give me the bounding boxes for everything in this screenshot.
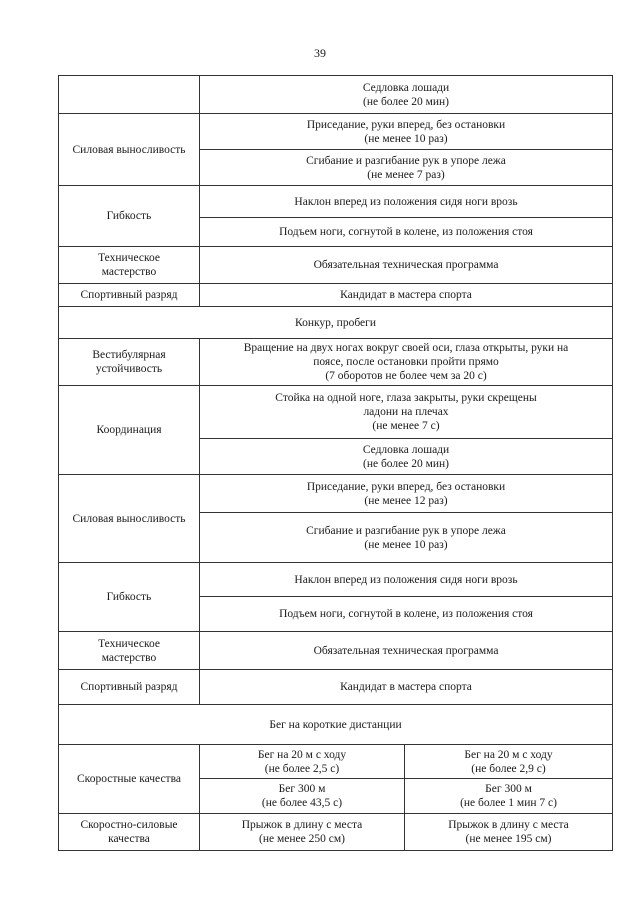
test-cell-line: Обязательная техническая программа [313, 259, 499, 271]
quality-label-line: мастерство [101, 266, 157, 278]
test-cell-line: Наклон вперед из положения сидя ноги врозь [294, 195, 518, 208]
test-cell-male [200, 779, 405, 814]
test-cell [200, 114, 613, 150]
test-cell-male-line: (не более 2,5 с) [264, 762, 340, 775]
section-row [59, 705, 613, 745]
quality-label-line: Спортивный разряд [80, 289, 178, 301]
table-row [59, 114, 613, 150]
test-cell-female-line: (не более 2,9 с) [471, 762, 546, 775]
quality-label-line: качества [108, 833, 150, 845]
table-row [59, 563, 613, 597]
test-cell-female [405, 779, 613, 814]
test-cell-line: поясе, после остановки пройти прямо [313, 356, 499, 368]
test-cell-line: (не менее 7 раз) [367, 168, 445, 181]
quality-label-line: Силовая выносливость [72, 512, 186, 525]
table-row [59, 670, 613, 705]
test-cell-line: (не менее 10 раз) [364, 538, 448, 551]
test-cell-female-line: Бег 300 м [485, 783, 532, 795]
section-row [59, 307, 613, 339]
quality-label-line: Вестибулярная [92, 349, 166, 361]
table-row [59, 814, 613, 851]
section-title: Бег на короткие дистанции [59, 705, 613, 745]
test-cell [200, 632, 613, 670]
quality-label-line: Координация [96, 424, 162, 436]
test-cell-line: (не менее 12 раз) [364, 494, 448, 507]
test-cell-line: Обязательная техническая программа [313, 644, 499, 657]
test-cell-line: Приседание, руки вперед, без остановки [306, 480, 506, 493]
test-cell [200, 218, 613, 247]
test-cell [200, 284, 613, 307]
test-cell-male [200, 745, 405, 779]
quality-label-line: Гибкость [106, 210, 152, 222]
test-cell-male-line: Бег на 20 м с ходу [257, 748, 347, 761]
test-cell-line: Сгибание и разгибание рук в упоре лежа [306, 524, 506, 537]
test-cell-line: Подъем ноги, согнутой в колене, из положения стоя [279, 226, 533, 238]
test-cell [200, 670, 613, 705]
quality-label-line: устойчивость [95, 363, 163, 375]
test-cell-line: (7 оборотов не более чем за 20 с) [325, 370, 487, 382]
test-cell [200, 76, 613, 114]
test-cell-line: (не менее 10 раз) [364, 132, 448, 145]
quality-label [59, 563, 200, 632]
test-cell-female [405, 745, 613, 779]
quality-label-line: Скоростные качества [77, 773, 181, 785]
table-row [59, 632, 613, 670]
test-cell-female [405, 814, 613, 851]
quality-label [59, 339, 200, 386]
test-cell-male-line: (не более 43,5 с) [261, 797, 343, 809]
quality-label [59, 284, 200, 307]
test-cell-female-line: (не менее 195 см) [465, 833, 552, 845]
test-cell-line: Седловка лошади [362, 81, 450, 94]
test-cell [200, 475, 613, 513]
quality-label-line: Силовая выносливость [72, 143, 186, 156]
section-title: Конкур, пробеги [59, 307, 613, 339]
quality-label [59, 745, 200, 814]
test-cell [200, 563, 613, 597]
table-row [59, 475, 613, 513]
quality-label [59, 475, 200, 563]
test-cell-line: (не более 20 мин) [362, 457, 450, 470]
test-cell [200, 386, 613, 439]
quality-label [59, 814, 200, 851]
test-cell-male-line: (не менее 250 см) [259, 833, 345, 845]
quality-label-line: Гибкость [106, 591, 152, 603]
quality-label [59, 76, 200, 114]
test-cell-female-line: Бег на 20 м с ходу [464, 748, 553, 761]
test-cell-line: Подъем ноги, согнутой в колене, из положения стоя [279, 608, 533, 620]
test-cell-male-line: Бег 300 м [278, 783, 326, 795]
table-row [59, 186, 613, 218]
test-cell-line: ладони на плечах [363, 406, 449, 418]
test-cell-line: Кандидат в мастера спорта [340, 681, 472, 693]
table-row [59, 76, 613, 114]
quality-label-line: Техническое [98, 637, 160, 650]
quality-label [59, 247, 200, 284]
table-row [59, 745, 613, 779]
test-cell-male-line: Прыжок в длину с места [241, 819, 363, 831]
test-cell-line: Стойка на одной ноге, глаза закрыты, руки скрещены [275, 392, 537, 404]
test-cell-female-line: (не более 1 мин 7 с) [460, 797, 557, 809]
table-row [59, 386, 613, 439]
test-cell-line: (не более 20 мин) [362, 95, 450, 108]
test-cell-line: Наклон вперед из положения сидя ноги врозь [294, 573, 518, 586]
quality-label-line: Техническое [98, 252, 160, 264]
test-cell [200, 339, 613, 386]
test-cell-line: Приседание, руки вперед, без остановки [306, 118, 506, 131]
norms-table [58, 75, 613, 851]
quality-label-line: Скоростно-силовые [80, 819, 178, 831]
quality-label [59, 632, 200, 670]
quality-label [59, 114, 200, 186]
table-row [59, 247, 613, 284]
test-cell-line: (не менее 7 с) [372, 420, 440, 432]
test-cell-line: Кандидат в мастера спорта [340, 289, 472, 301]
test-cell [200, 513, 613, 563]
test-cell [200, 597, 613, 632]
test-cell [200, 150, 613, 186]
test-cell-male [200, 814, 405, 851]
quality-label [59, 386, 200, 475]
test-cell [200, 439, 613, 475]
quality-label [59, 186, 200, 247]
page-number: 39 [314, 46, 326, 60]
quality-label-line: мастерство [101, 651, 157, 664]
table-row [59, 284, 613, 307]
table-row [59, 339, 613, 386]
quality-label [59, 670, 200, 705]
test-cell-female-line: Прыжок в длину с места [448, 819, 569, 831]
test-cell [200, 247, 613, 284]
test-cell [200, 186, 613, 218]
test-cell-line: Седловка лошади [362, 443, 450, 456]
test-cell-line: Сгибание и разгибание рук в упоре лежа [306, 154, 506, 167]
quality-label-line: Спортивный разряд [80, 681, 178, 693]
test-cell-line: Вращение на двух ногах вокруг своей оси, глаза открыты, руки на [243, 342, 569, 354]
